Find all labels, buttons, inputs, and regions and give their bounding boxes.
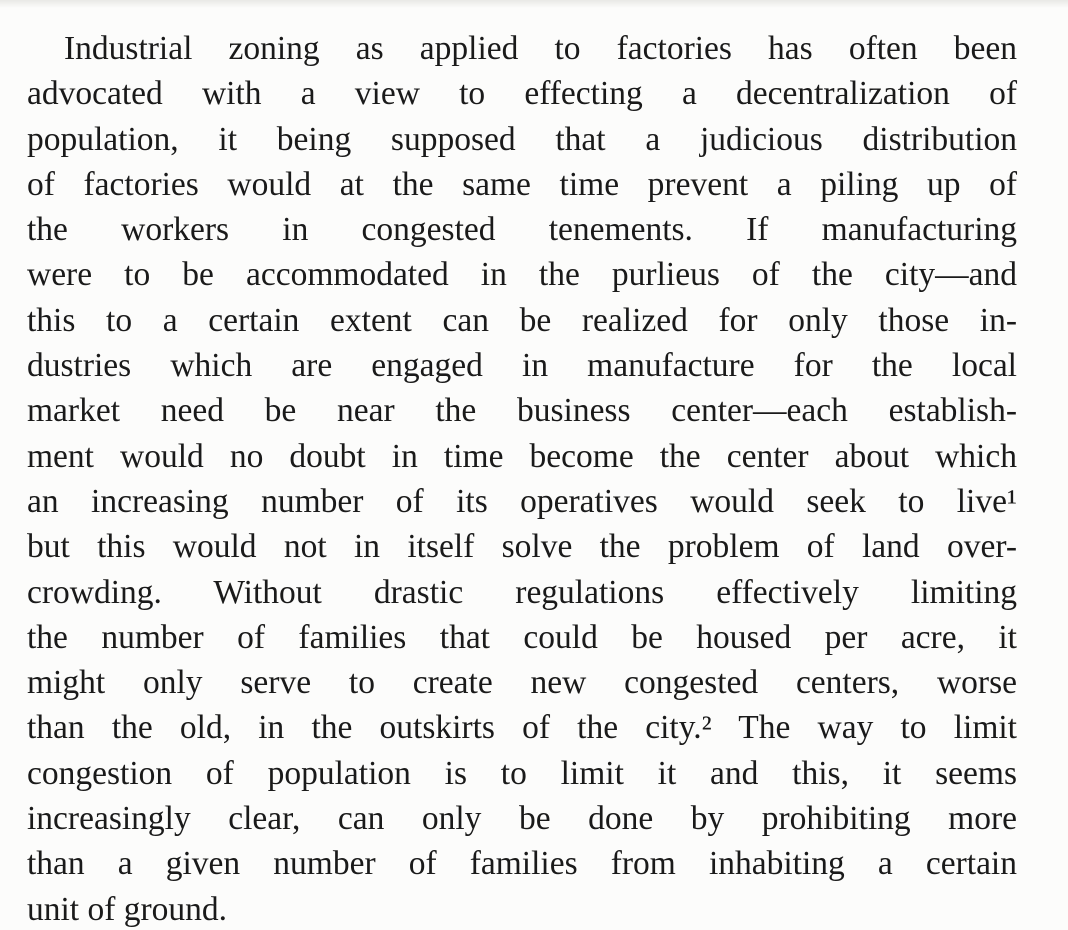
paragraph-line: market need be near the business center—each establish- (27, 392, 1017, 430)
paragraph-line: than a given number of families from inhabiting a certain (27, 845, 1017, 883)
paragraph-line: this to a certain extent can be realized for only those in- (27, 301, 1017, 339)
paragraph-line: congestion of population is to limit it and this, it seems (27, 754, 1017, 792)
paragraph-line: dustries which are engaged in manufacture for the local (27, 347, 1017, 385)
page-top-edge (0, 0, 1068, 8)
paragraph-line: the number of families that could be housed per acre, it (27, 618, 1017, 656)
paragraph-line: of factories would at the same time prevent a piling up of (27, 165, 1017, 203)
body-paragraph (27, 26, 1017, 930)
paragraph-line: than the old, in the outskirts of the city.² The way to limit (27, 709, 1017, 747)
paragraph-line: increasingly clear, can only be done by prohibiting more (27, 800, 1017, 838)
paragraph-line: crowding. Without drastic regulations effectively limiting (27, 573, 1017, 611)
paragraph-line: an increasing number of its operatives would seek to live¹ (27, 482, 1017, 520)
paragraph-line: advocated with a view to effecting a decentralization of (27, 75, 1017, 113)
paragraph-line: the workers in congested tenements. If manufacturing (27, 211, 1017, 249)
paragraph-line: but this would not in itself solve the problem of land over- (27, 528, 1017, 566)
paragraph-line: unit of ground. (27, 890, 228, 928)
paragraph-line: Industrial zoning as applied to factories has often been (64, 30, 1017, 67)
paragraph-line: might only serve to create new congested centers, worse (27, 664, 1017, 702)
paragraph-line: were to be accommodated in the purlieus of the city—and (27, 256, 1017, 294)
paragraph-line: ment would no doubt in time become the center about which (27, 437, 1017, 475)
paragraph-line: population, it being supposed that a judicious distribution (27, 120, 1017, 158)
